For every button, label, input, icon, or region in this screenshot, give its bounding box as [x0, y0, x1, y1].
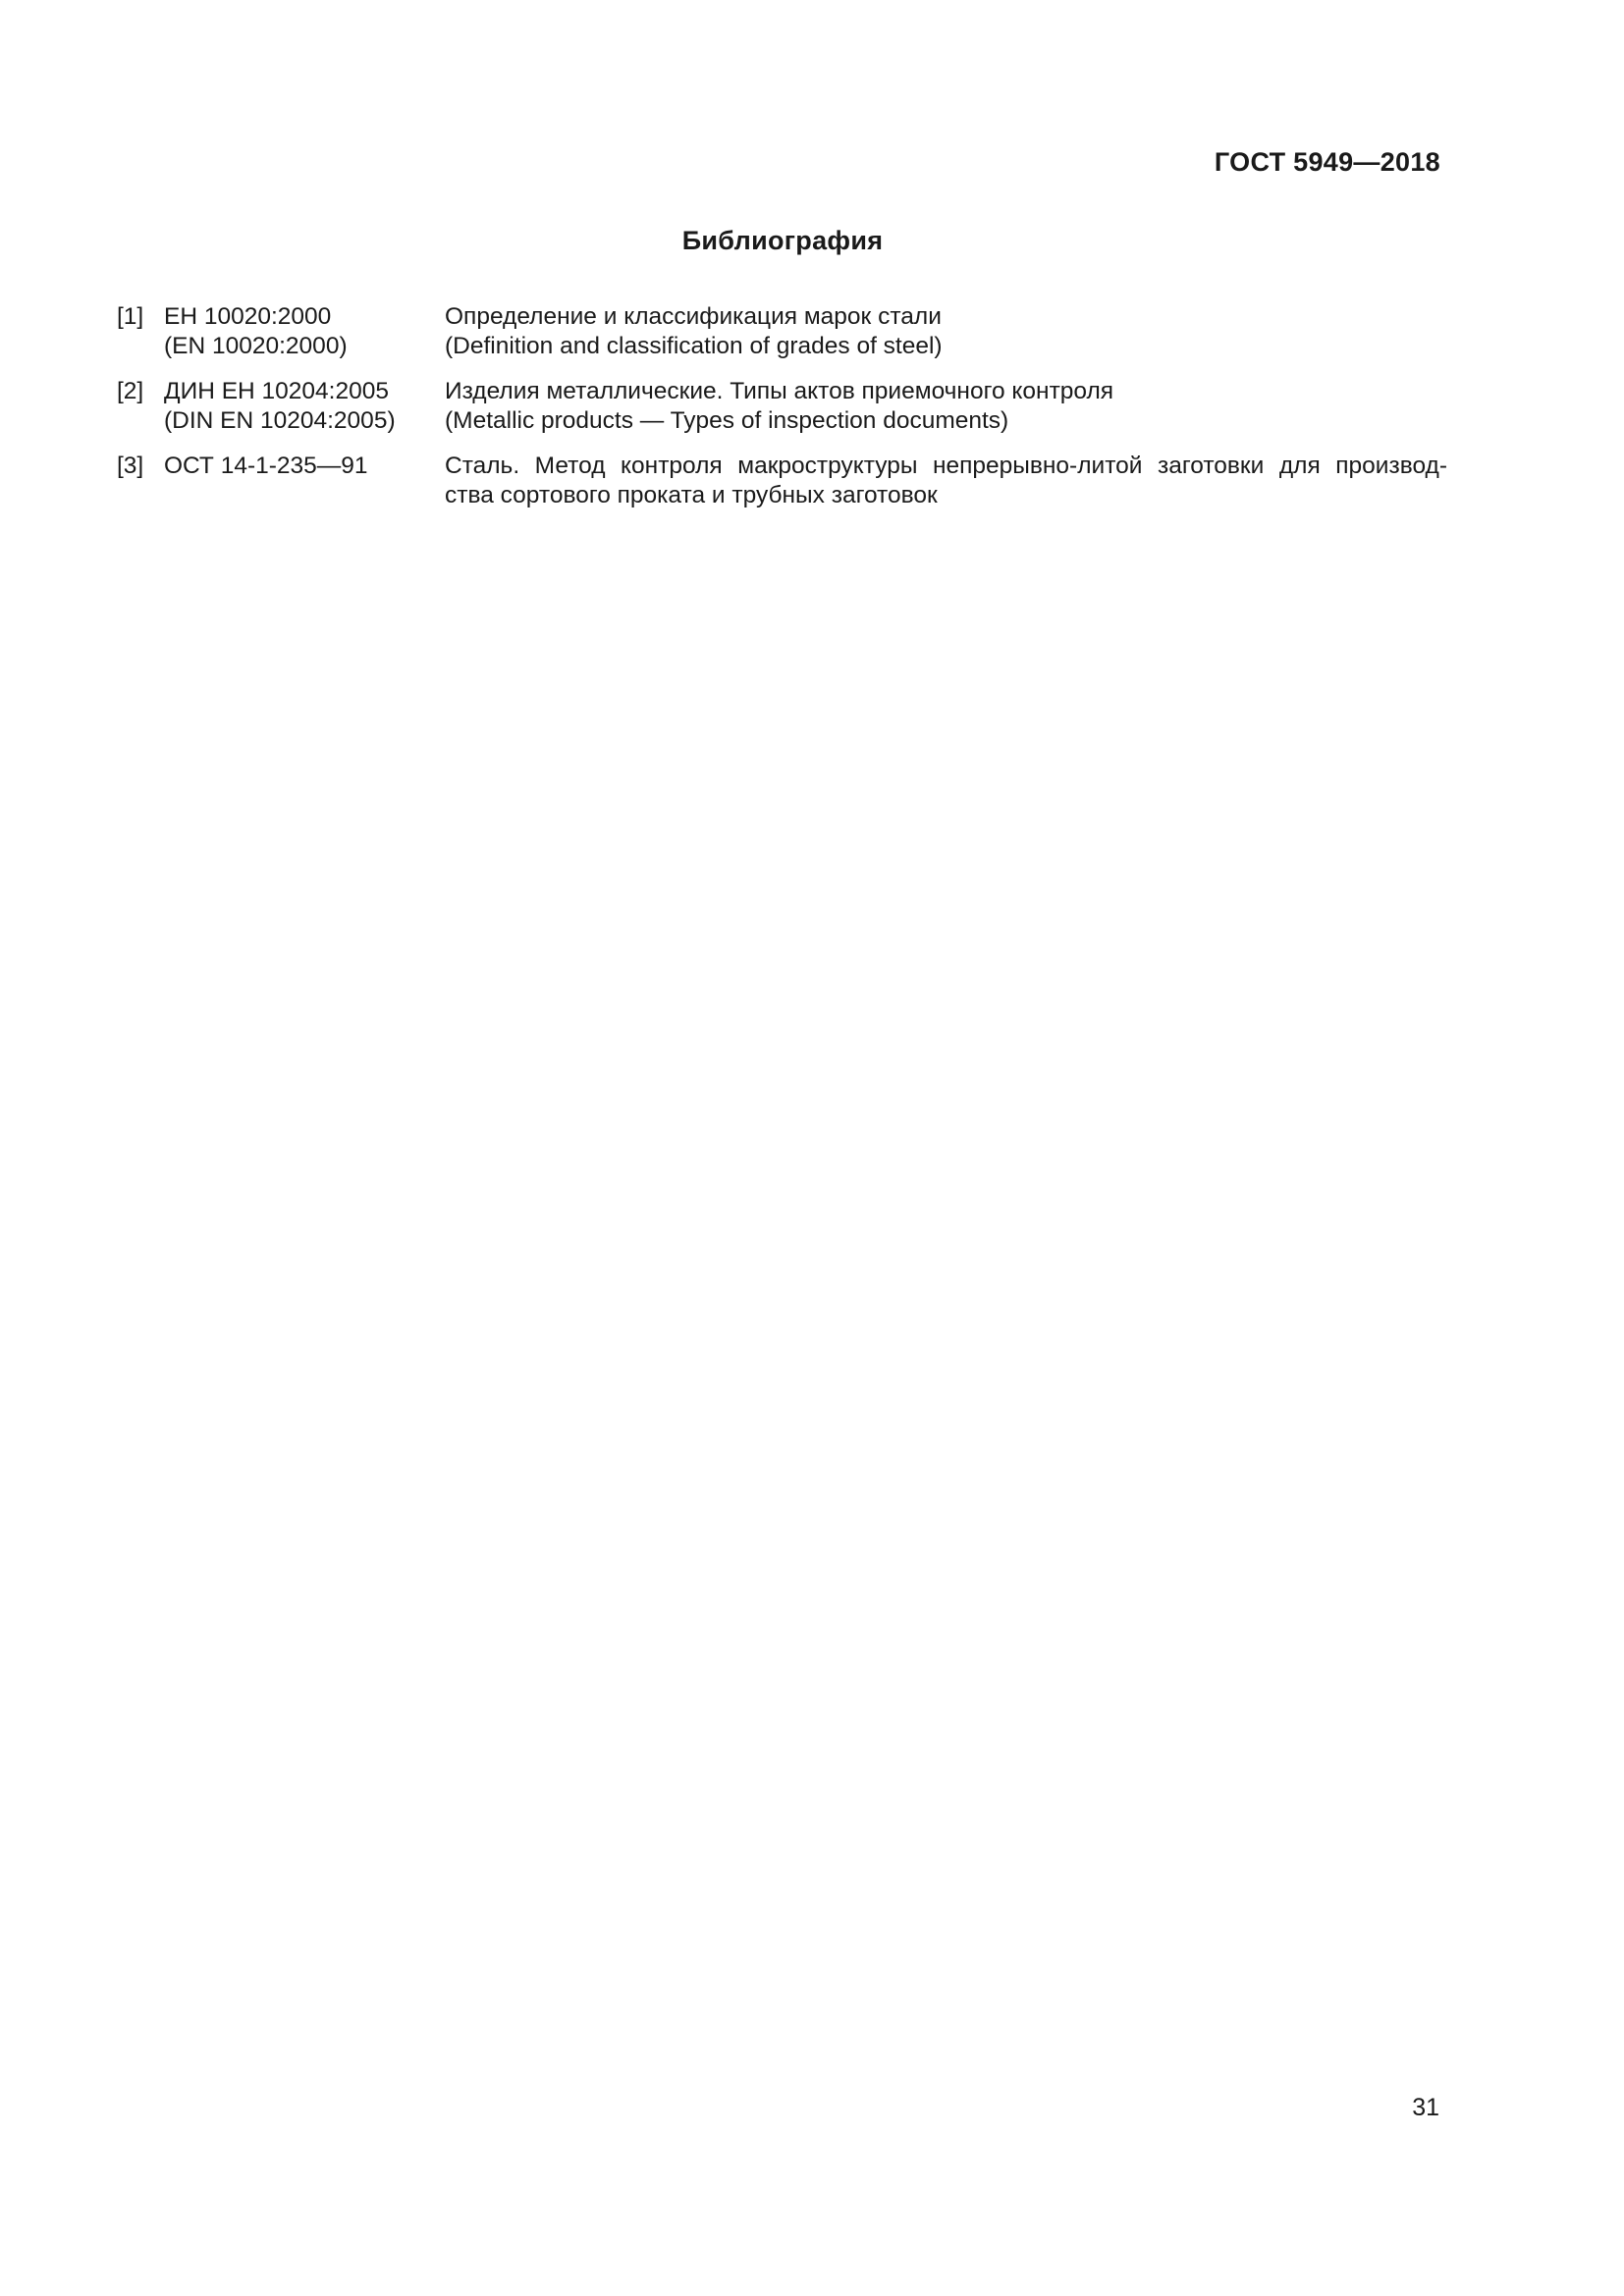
reference-line: ДИН ЕН 10204:2005 [164, 378, 389, 404]
description-line: ства сортового проката и трубных заготовок [445, 482, 938, 508]
entry-description [445, 377, 1447, 436]
entry-number: [3] [117, 453, 144, 479]
entry-reference [164, 452, 445, 481]
page-number: 31 [1412, 2094, 1439, 2121]
reference-line: ЕН 10020:2000 [164, 303, 332, 330]
description-line: (Metallic products — Types of inspection documents) [445, 407, 1009, 434]
entry-number: [2] [117, 378, 144, 404]
reference-line: ОСТ 14-1-235—91 [164, 453, 368, 479]
entry-reference [164, 302, 445, 361]
section-title: Библиография [681, 226, 884, 255]
description-line: Сталь. Метод контроля макроструктуры непрерывно-литой заготовки для производ- [445, 453, 1447, 479]
entry-reference [164, 377, 445, 436]
entry-description [445, 302, 1447, 361]
entry-number: [1] [117, 303, 144, 330]
bibliography-entry [117, 302, 1447, 361]
description-line: Определение и классификация марок стали [445, 303, 942, 330]
reference-line: (EN 10020:2000) [164, 333, 348, 359]
bibliography-list [117, 302, 1447, 526]
bibliography-entry [117, 452, 1447, 510]
description-line: Изделия металлические. Типы актов приемочного контроля [445, 378, 1114, 404]
reference-line: (DIN EN 10204:2005) [164, 407, 396, 434]
description-line: (Definition and classification of grades of steel) [445, 333, 943, 359]
bibliography-entry [117, 377, 1447, 436]
entry-description [445, 452, 1447, 510]
document-code: ГОСТ 5949—2018 [1214, 147, 1440, 177]
